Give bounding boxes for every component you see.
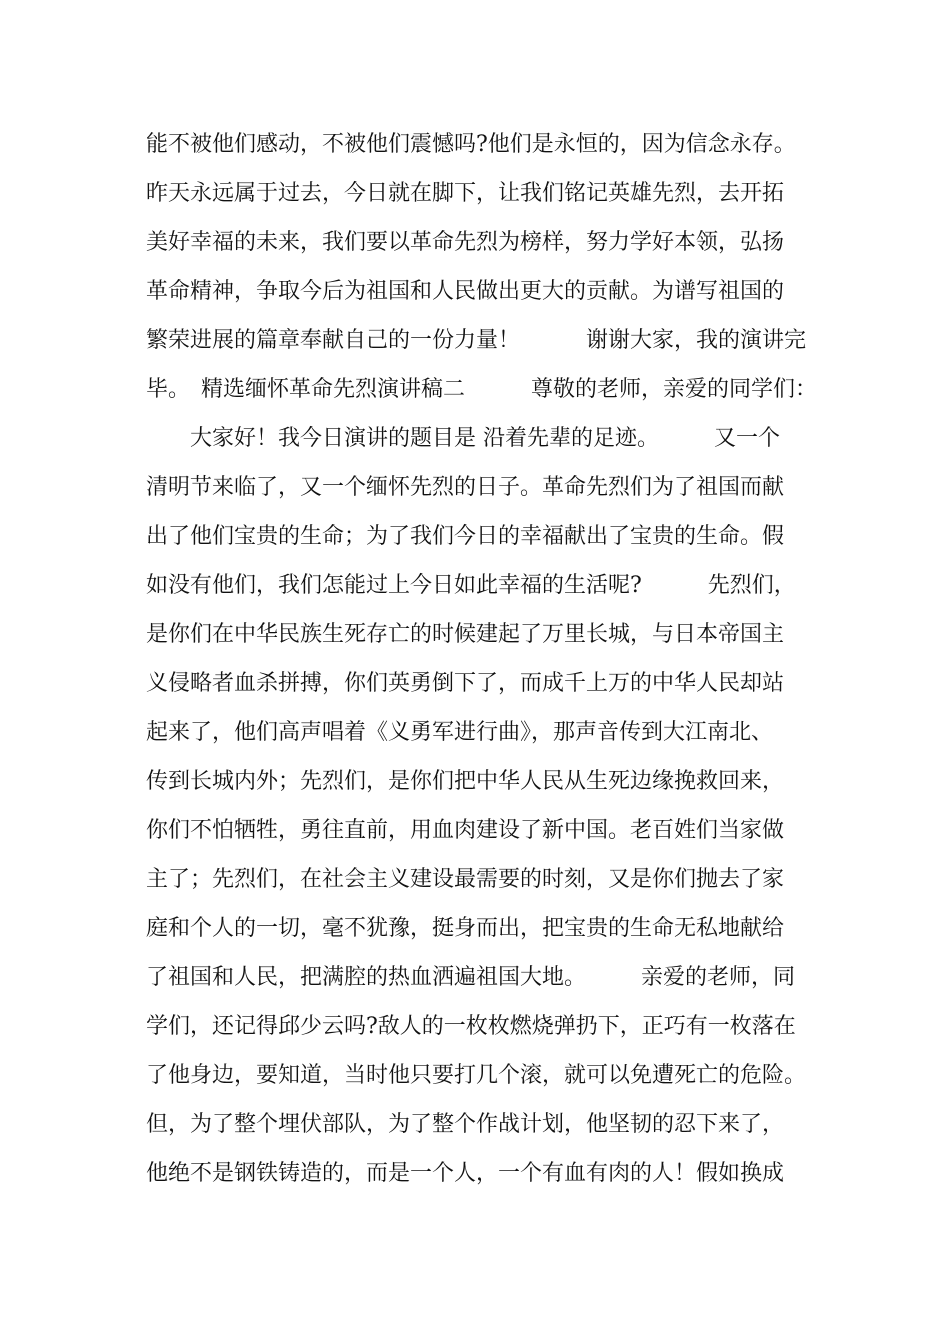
text-line: 昨天永远属于过去，今日就在脚下，让我们铭记英雄先烈，去开拓 [146, 181, 785, 206]
text-line: 了祖国和人民，把满腔的热血洒遍祖国大地。 亲爱的老师，同 [146, 965, 796, 990]
text-line: 学们，还记得邱少云吗?敌人的一枚枚燃烧弹扔下，正巧有一枚落在 [146, 1014, 796, 1039]
text-line: 出了他们宝贵的生命；为了我们今日的幸福献出了宝贵的生命。假 [146, 524, 785, 549]
text-line: 毕。 精选缅怀革命先烈演讲稿二 尊敬的老师，亲爱的同学们： [146, 377, 818, 402]
text-line: 美好幸福的未来，我们要以革命先烈为榜样，努力学好本领，弘扬 [146, 230, 785, 255]
text-line: 是你们在中华民族生死存亡的时候建起了万里长城，与日本帝国主 [146, 622, 785, 647]
document-body-text [146, 130, 826, 1208]
text-line: 义侵略者血杀拼搏，你们英勇倒下了，而成千上万的中华人民却站 [146, 671, 785, 696]
text-line: 你们不怕牺牲，勇往直前，用血肉建设了新中国。老百姓们当家做 [146, 818, 785, 843]
text-line: 传到长城内外；先烈们，是你们把中华人民从生死边缘挽救回来， [146, 769, 785, 794]
text-line: 如没有他们，我们怎能过上今日如此幸福的生活呢? 先烈们， [146, 573, 796, 598]
text-line: 庭和个人的一切，毫不犹豫，挺身而出，把宝贵的生命无私地献给 [146, 916, 785, 941]
text-line: 革命精神，争取今后为祖国和人民做出更大的贡献。为谱写祖国的 [146, 279, 785, 304]
text-line: 能不被他们感动，不被他们震憾吗?他们是永恒的，因为信念永存。 [146, 132, 796, 157]
text-line: 清明节来临了，又一个缅怀先烈的日子。革命先烈们为了祖国而献 [146, 475, 785, 500]
text-line: 起来了，他们高声唱着《义勇军进行曲》，那声音传到大江南北、 [146, 720, 774, 745]
text-line: 主了；先烈们，在社会主义建设最需要的时刻，又是你们抛去了家 [146, 867, 785, 892]
text-line: 他绝不是钢铁铸造的，而是一个人，一个有血有肉的人！假如换成 [146, 1161, 785, 1186]
text-line: 但，为了整个埋伏部队，为了整个作战计划，他坚韧的忍下来了， [146, 1112, 785, 1137]
text-line: 大家好！我今日演讲的题目是 沿着先辈的足迹。 又一个 [146, 426, 780, 451]
text-line: 繁荣进展的篇章奉献自己的一份力量！ 谢谢大家，我的演讲完 [146, 328, 807, 353]
text-line: 了他身边，要知道，当时他只要打几个滚，就可以免遭死亡的危险。 [146, 1063, 807, 1088]
